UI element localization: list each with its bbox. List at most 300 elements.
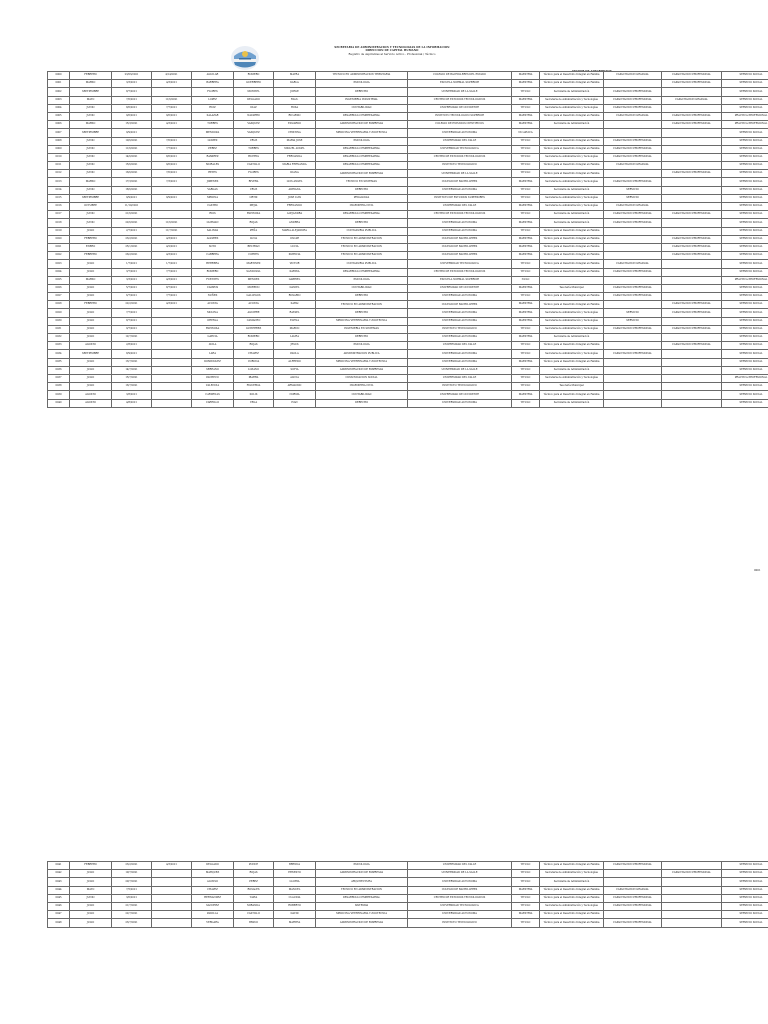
table-cell: ALONSO xyxy=(192,878,234,886)
table-cell: PEREZ xyxy=(234,878,274,886)
table-cell: SERVICIO SOCIAL xyxy=(722,153,768,161)
table-row xyxy=(48,284,768,292)
table-cell: TECNICO EN ADMINISTRACION xyxy=(316,235,408,243)
table-cell: CHAVEZ xyxy=(192,886,234,894)
table-cell xyxy=(604,276,662,284)
table-cell: 11/6/2021 xyxy=(112,145,152,153)
table-cell: SERVICIO SOCIAL xyxy=(722,342,768,350)
table-cell: MORENO xyxy=(234,284,274,292)
table-cell: 23/2/2021 xyxy=(112,862,152,870)
table-cell: Secretaria de Administración y Tecnologías xyxy=(540,104,604,112)
table-cell xyxy=(152,350,192,358)
table-cell xyxy=(662,219,722,227)
table-cell: TITULO xyxy=(512,153,540,161)
table-cell: 0003 xyxy=(48,96,70,104)
table-row xyxy=(48,80,768,88)
table-cell: SISTEMAS xyxy=(316,902,408,910)
table-cell: COMUNICACION SOCIAL xyxy=(316,374,408,382)
table-cell: SERVICIO SOCIAL xyxy=(722,358,768,366)
table-row xyxy=(48,350,768,358)
table-cell: TITULO xyxy=(512,162,540,170)
table-cell: SERVICIO xyxy=(604,194,662,202)
table-cell xyxy=(540,129,604,137)
table-cell: CAPACITACION PROFESIONAL xyxy=(604,919,662,927)
table-cell: JUNIO xyxy=(70,170,112,178)
table-cell: ENERO xyxy=(70,243,112,251)
table-cell: HUERTA xyxy=(234,153,274,161)
table-cell xyxy=(604,342,662,350)
table-cell: ROMERO xyxy=(192,268,234,276)
table-cell: MARCO xyxy=(274,325,316,333)
table-cell: Técnico para el Desarrollo Integral en Familia xyxy=(540,243,604,251)
table-cell xyxy=(604,252,662,260)
table-cell: PRACTICA PROFESIONAL xyxy=(722,112,768,120)
table-cell: TECNICO EN ADMINISTRACION TRIBUTARIA xyxy=(316,72,408,80)
table-cell: 3/3/2021 xyxy=(112,80,152,88)
table-cell: 12/7/2021 xyxy=(112,334,152,342)
table-cell: 0006 xyxy=(48,121,70,129)
table-cell: Técnico para el Desarrollo Integral en Familia xyxy=(540,80,604,88)
table-cell xyxy=(152,894,192,902)
table-cell: 4/8/2021 xyxy=(112,399,152,407)
table-row xyxy=(48,137,768,145)
table-cell: CAMACHO xyxy=(234,317,274,325)
table-row xyxy=(48,878,768,886)
table-cell: Técnico para el Desarrollo Integral en Familia xyxy=(540,342,604,350)
table-cell xyxy=(662,383,722,391)
table-cell: 18/6/2021 xyxy=(112,186,152,194)
table-cell: 5/7/2021 xyxy=(112,284,152,292)
table-cell: TAPIA xyxy=(234,894,274,902)
table-cell: JULIO xyxy=(70,366,112,374)
table-row xyxy=(48,104,768,112)
table-cell: SERVICIO SOCIAL xyxy=(722,862,768,870)
table-cell: 0005 xyxy=(48,112,70,120)
column-top-label: SECTOR DE ADSCRIPCION xyxy=(572,70,612,73)
table-cell: GALLEGOS xyxy=(234,293,274,301)
table-cell: OSCAR xyxy=(274,235,316,243)
table-cell: UNIVERSIDAD DEL VALLE xyxy=(408,374,512,382)
table-cell: COLEGIO DE BACHILLERES xyxy=(408,178,512,186)
table-cell: 0046 xyxy=(48,902,70,910)
table-cell: CONTADURIA PUBLICA xyxy=(316,260,408,268)
table-cell: RIOS xyxy=(192,211,234,219)
table-cell: Técnico para el Desarrollo Integral en Familia xyxy=(540,911,604,919)
table-cell: JULIO xyxy=(70,358,112,366)
table-cell: JIMENEZ xyxy=(192,178,234,186)
table-cell: JUNIO xyxy=(70,219,112,227)
table-cell: 0027 xyxy=(48,293,70,301)
table-cell: CAPACITACION PROFESIONAL xyxy=(662,252,722,260)
table-cell: 0039 xyxy=(48,391,70,399)
table-cell: 9/6/2021 xyxy=(112,112,152,120)
table-cell: 0043 xyxy=(48,878,70,886)
table-cell: CENTRO DE ESTUDIOS TECNOLOGICOS xyxy=(408,211,512,219)
table-cell: MAESTRIA xyxy=(512,284,540,292)
table-cell: ROJAS xyxy=(234,342,274,350)
table-cell: UNIVERSIDAD DE LA SALLE xyxy=(408,88,512,96)
table-cell: ROMERO xyxy=(234,72,274,80)
table-cell: MORALES xyxy=(192,162,234,170)
table-cell: DERECHO xyxy=(316,186,408,194)
table-cell: MARZO xyxy=(70,121,112,129)
table-cell: 23/03/2021 xyxy=(112,72,152,80)
table-row xyxy=(48,112,768,120)
table-cell xyxy=(662,145,722,153)
table-cell: EDUARDO xyxy=(274,121,316,129)
table-cell: Secretaria de Administración xyxy=(540,366,604,374)
table-cell: CRUZ xyxy=(234,186,274,194)
table-cell: TECNICO EN ADMINISTRACION xyxy=(316,243,408,251)
table-cell: SALINAS xyxy=(192,227,234,235)
table-cell: 0001 xyxy=(48,80,70,88)
table-row xyxy=(48,293,768,301)
table-cell: 0018 xyxy=(48,219,70,227)
table-cell: CLAUDIA xyxy=(274,894,316,902)
table-cell: UNIVERSIDAD DE LA SALLE xyxy=(408,366,512,374)
table-cell: TECNICO EN ADMINISTRACION xyxy=(316,886,408,894)
table-cell: ESCUELA NORMAL SUPERIOR xyxy=(408,80,512,88)
table-cell: 0015 xyxy=(48,194,70,202)
table-cell: 0021 xyxy=(48,243,70,251)
table-cell: MAESTRIA xyxy=(512,252,540,260)
table-cell: Secretaria de Administración y Tecnologías xyxy=(540,325,604,333)
table-cell: CAPACITACION PROFESIONAL xyxy=(604,104,662,112)
table-cell: TITULO xyxy=(512,902,540,910)
table-cell: MAESTRIA xyxy=(512,243,540,251)
table-cell: DIANA xyxy=(274,170,316,178)
table-cell xyxy=(662,129,722,137)
table-row xyxy=(48,88,768,96)
table-cell: ALEJANDRA xyxy=(274,211,316,219)
table-cell: SERVICIO SOCIAL xyxy=(722,96,768,104)
table-cell: 11/6/2021 xyxy=(152,96,192,104)
table-row xyxy=(48,219,768,227)
table-cell: 11/6/2021 xyxy=(152,219,192,227)
table-cell: MAESTRIA xyxy=(512,334,540,342)
table-cell: SERVICIO xyxy=(604,186,662,194)
table-cell: SERVICIO SOCIAL xyxy=(722,317,768,325)
table-cell: 15/3/2021 xyxy=(112,121,152,129)
table-cell: SERVICIO SOCIAL xyxy=(722,129,768,137)
table-cell: CAPACITACION PROFESIONAL xyxy=(604,284,662,292)
table-cell: DESARROLLO EMPRESARIAL xyxy=(316,112,408,120)
table-cell: CONTABILIDAD xyxy=(316,104,408,112)
table-cell: ALVAREZ xyxy=(192,235,234,243)
table-cell: DESARROLLO EMPRESARIAL xyxy=(316,145,408,153)
table-cell: Técnico para el Desarrollo Integral en Familia xyxy=(540,260,604,268)
table-cell: CAPACITACION GRADUAL xyxy=(604,162,662,170)
table-cell: MARZO xyxy=(70,276,112,284)
table-cell: SALAZAR xyxy=(192,112,234,120)
table-cell xyxy=(604,235,662,243)
table-cell: SERVICIO SOCIAL xyxy=(722,878,768,886)
table-cell: 0028 xyxy=(48,301,70,309)
table-cell: JUNIO xyxy=(70,186,112,194)
table-cell: Técnico para el Desarrollo Integral en Familia xyxy=(540,894,604,902)
table-cell: SERVICIO SOCIAL xyxy=(722,886,768,894)
table-cell: CONTADURIA PUBLICA xyxy=(316,227,408,235)
table-cell: SERVICIO SOCIAL xyxy=(722,219,768,227)
table-cell: UNIVERSIDAD AUTONOMA xyxy=(408,309,512,317)
table-cell: INGENIERIA CIVIL xyxy=(316,383,408,391)
table-row xyxy=(48,383,768,391)
table-cell: ROBERTO xyxy=(274,902,316,910)
table-cell: SERVICIO SOCIAL xyxy=(722,334,768,342)
table-cell: INGENIERIA EN SISTEMAS xyxy=(316,325,408,333)
table-row xyxy=(48,366,768,374)
table-cell xyxy=(662,178,722,186)
table-cell: Técnico para el Desarrollo Integral en Familia xyxy=(540,886,604,894)
table-cell: ALFREDO xyxy=(274,358,316,366)
table-cell: MAESTRIA xyxy=(512,886,540,894)
table-cell: JOSE LUIS xyxy=(274,194,316,202)
table-cell: CAPACITACION GRADUAL xyxy=(604,886,662,894)
table-cell: 8/7/2021 xyxy=(112,317,152,325)
table-cell: CONTABILIDAD xyxy=(316,391,408,399)
table-cell: IBARRA xyxy=(234,374,274,382)
table-cell: 10/6/2021 xyxy=(112,137,152,145)
table-row xyxy=(48,153,768,161)
table-cell: CORONA xyxy=(234,358,274,366)
table-cell: MAESTRIA xyxy=(512,178,540,186)
table-cell: 20/7/2021 xyxy=(112,878,152,886)
table-cell: ROJAS xyxy=(234,219,274,227)
table-cell: LARA xyxy=(192,350,234,358)
table-cell: MAESTRIA xyxy=(512,301,540,309)
table-cell: JUNIO xyxy=(70,162,112,170)
table-cell: ROJAS xyxy=(234,870,274,878)
table-cell: 0007 xyxy=(48,129,70,137)
table-cell: SARAI xyxy=(274,301,316,309)
table-cell: JULIO xyxy=(70,317,112,325)
table-cell: IVAN xyxy=(274,399,316,407)
table-cell: Secretaria de Administración xyxy=(540,334,604,342)
table-cell: Técnico para el Desarrollo Integral en Familia xyxy=(540,268,604,276)
table-cell xyxy=(662,894,722,902)
table-cell: ADMINISTRACION DE EMPRESAS xyxy=(316,870,408,878)
table-cell: FUENTES xyxy=(192,276,234,284)
table-cell: MOLINA xyxy=(192,309,234,317)
table-cell: Secretaria de Administración y Tecnologías xyxy=(540,178,604,186)
table-cell: SERVICIO SOCIAL xyxy=(722,325,768,333)
table-cell: TITULO xyxy=(512,350,540,358)
table-cell: LUCIA xyxy=(274,243,316,251)
table-cell xyxy=(540,276,604,284)
table-cell: TITULO xyxy=(512,919,540,927)
table-row xyxy=(48,72,768,80)
table-cell: UNIVERSIDAD DEL VALLE xyxy=(408,137,512,145)
table-cell: FLORES xyxy=(234,170,274,178)
table-cell: 11/10/2021 xyxy=(112,203,152,211)
table-cell: ADMINISTRACION DE EMPRESAS xyxy=(316,121,408,129)
table-cell: MARTHA xyxy=(274,919,316,927)
table-cell: 3/8/2021 xyxy=(112,391,152,399)
table-cell xyxy=(604,878,662,886)
table-cell: ADRIANA xyxy=(274,186,316,194)
table-cell: GUZMAN xyxy=(192,219,234,227)
header-line-3: Registro de Aspirantes al Servicio Activo - Profesional / Técnico xyxy=(348,52,436,56)
table-cell: JULIO xyxy=(70,309,112,317)
table-cell xyxy=(662,399,722,407)
table-cell: 11/7/2021 xyxy=(152,227,192,235)
table-cell xyxy=(604,121,662,129)
table-cell: MARQUEZ xyxy=(192,870,234,878)
table-cell: TITULO xyxy=(512,870,540,878)
table-cell xyxy=(662,203,722,211)
table-cell: SOTO xyxy=(192,243,234,251)
table-cell: CAPACITACION PROFESIONAL xyxy=(604,902,662,910)
table-row xyxy=(48,391,768,399)
table-cell: SERVICIO SOCIAL xyxy=(722,88,768,96)
table-cell: MENDOZA xyxy=(192,129,234,137)
coat-of-arms-logo xyxy=(230,45,260,71)
table-row xyxy=(48,145,768,153)
table-cell xyxy=(662,137,722,145)
table-cell: MAESTRIA xyxy=(512,96,540,104)
table-cell: TITULO xyxy=(512,293,540,301)
table-cell: PSICOLOGIA xyxy=(316,276,408,284)
table-cell: Técnico para el Desarrollo Integral en Familia xyxy=(540,72,604,80)
table-row xyxy=(48,862,768,870)
table-cell xyxy=(152,366,192,374)
table-cell xyxy=(662,334,722,342)
table-cell: CASTILLO xyxy=(234,162,274,170)
table-cell xyxy=(152,399,192,407)
table-cell: MARZO xyxy=(70,178,112,186)
table-cell xyxy=(152,374,192,382)
table-cell xyxy=(662,276,722,284)
table-cell: 0023 xyxy=(48,260,70,268)
table-cell: 7/7/2021 xyxy=(152,145,192,153)
table-cell: PEREZ xyxy=(192,145,234,153)
table-cell: TITULO xyxy=(512,137,540,145)
table-cell: CAPACITACION PROFESIONAL xyxy=(662,170,722,178)
table-row xyxy=(48,358,768,366)
table-cell: PACHECO xyxy=(192,374,234,382)
table-cell: Técnico para el Desarrollo Integral en Familia xyxy=(540,112,604,120)
table-cell: 22/7/2021 xyxy=(112,911,152,919)
table-row xyxy=(48,870,768,878)
table-cell: RIVERA xyxy=(234,178,274,186)
table-cell: GABRIEL xyxy=(274,276,316,284)
table-cell: SERVICIO SOCIAL xyxy=(722,260,768,268)
table-cell: 4/3/2021 xyxy=(152,80,192,88)
table-cell xyxy=(662,284,722,292)
table-cell: JUNIO xyxy=(70,104,112,112)
table-cell: RAMIREZ xyxy=(192,153,234,161)
table-cell: JULIO xyxy=(70,374,112,382)
table-cell: 25/1/2021 xyxy=(112,243,152,251)
table-cell: TECNICO EN SISTEMAS xyxy=(316,178,408,186)
table-cell xyxy=(152,391,192,399)
table-cell: 22/2/2021 xyxy=(112,301,152,309)
table-cell: FEBRERO xyxy=(70,862,112,870)
table-cell: DESARROLLO EMPRESARIAL xyxy=(316,153,408,161)
table-cell: 0008 xyxy=(48,137,70,145)
table-cell xyxy=(662,886,722,894)
table-cell: SOLIS xyxy=(234,391,274,399)
table-cell: COLEGIO DE BACHILLERES xyxy=(408,235,512,243)
table-cell: 0014 xyxy=(48,186,70,194)
table-cell: TITULO xyxy=(512,104,540,112)
table-cell: INSTITUTO TECNOLOGICO xyxy=(408,383,512,391)
table-cell: CAPACITACION GRADUAL xyxy=(662,96,722,104)
table-cell: UNIVERSIDAD AUTONOMA xyxy=(408,878,512,886)
table-cell: 17/3/2021 xyxy=(112,178,152,186)
table-cell: GOMEZ xyxy=(192,137,234,145)
table-cell: ANDREA xyxy=(274,219,316,227)
table-cell: 14/7/2021 xyxy=(112,366,152,374)
table-cell: JULIO xyxy=(70,878,112,886)
table-cell: MAESTRIA xyxy=(512,317,540,325)
table-cell: 8/7/2021 xyxy=(112,88,152,96)
table-row xyxy=(48,334,768,342)
table-cell: TORRES xyxy=(234,145,274,153)
table-cell: UNIVERSIDAD TECNOLOGICA xyxy=(408,145,512,153)
table-cell: TECNICO EN ADMINISTRACION xyxy=(316,252,408,260)
table-cell: Técnico para el Desarrollo Integral en Familia xyxy=(540,358,604,366)
table-cell: DESARROLLO EMPRESARIAL xyxy=(316,211,408,219)
table-cell: MARZO xyxy=(70,80,112,88)
table-cell: 0048 xyxy=(48,919,70,927)
table-cell: DERECHO xyxy=(316,309,408,317)
table-row xyxy=(48,252,768,260)
table-cell xyxy=(152,309,192,317)
table-cell: DERECHO xyxy=(316,88,408,96)
table-cell: Técnico para el Desarrollo Integral en Familia xyxy=(540,137,604,145)
table-cell: Secretaria de Administración y Tecnologías xyxy=(540,194,604,202)
table-cell: JESUS xyxy=(274,342,316,350)
table-cell: 3/6/2021 xyxy=(112,894,152,902)
table-cell: 2/8/2021 xyxy=(112,342,152,350)
table-cell: CABRERA xyxy=(192,252,234,260)
table-cell: TITULO xyxy=(512,894,540,902)
table-cell: CARDENAS xyxy=(192,391,234,399)
table-cell: 16/7/2021 xyxy=(112,383,152,391)
table-cell: PSICOLOGIA xyxy=(316,137,408,145)
table-cell xyxy=(662,317,722,325)
table-cell: LUNA xyxy=(234,235,274,243)
table-cell: 0047 xyxy=(48,911,70,919)
table-cell: 0009 xyxy=(48,145,70,153)
table-cell: SERVICIO SOCIAL xyxy=(722,268,768,276)
table-cell: JULIO xyxy=(70,268,112,276)
table-cell: TITULO xyxy=(512,325,540,333)
table-cell: PSICOLOGIA xyxy=(316,80,408,88)
table-cell xyxy=(662,919,722,927)
table-cell: Secretaria de Administración xyxy=(540,399,604,407)
table-cell: UNIVERSIDAD DE LA SALLE xyxy=(408,870,512,878)
table-cell xyxy=(604,170,662,178)
table-cell: TITULO xyxy=(512,170,540,178)
table-cell: CAPACITACION GRADUAL xyxy=(604,112,662,120)
table-cell: BRAVO xyxy=(234,919,274,927)
table-cell: 3/3/2021 xyxy=(112,276,152,284)
table-cell: CAMPOS xyxy=(192,284,234,292)
table-cell: MEDICINA VETERINARIA Y ZOOTECNIA xyxy=(316,317,408,325)
table-cell: ROSALES xyxy=(234,886,274,894)
table-cell: VAZQUEZ xyxy=(234,121,274,129)
table-cell: FEBRERO xyxy=(70,301,112,309)
table-cell xyxy=(662,153,722,161)
table-row xyxy=(48,170,768,178)
table-cell: UNIVERSIDAD DEL VALLE xyxy=(408,342,512,350)
table-cell: 4/14/2021 xyxy=(152,72,192,80)
table-cell: PSICOLOGIA xyxy=(316,342,408,350)
table-cell: Técnico para el Desarrollo Integral en Familia xyxy=(540,252,604,260)
table-cell: CHAVEZ xyxy=(234,350,274,358)
